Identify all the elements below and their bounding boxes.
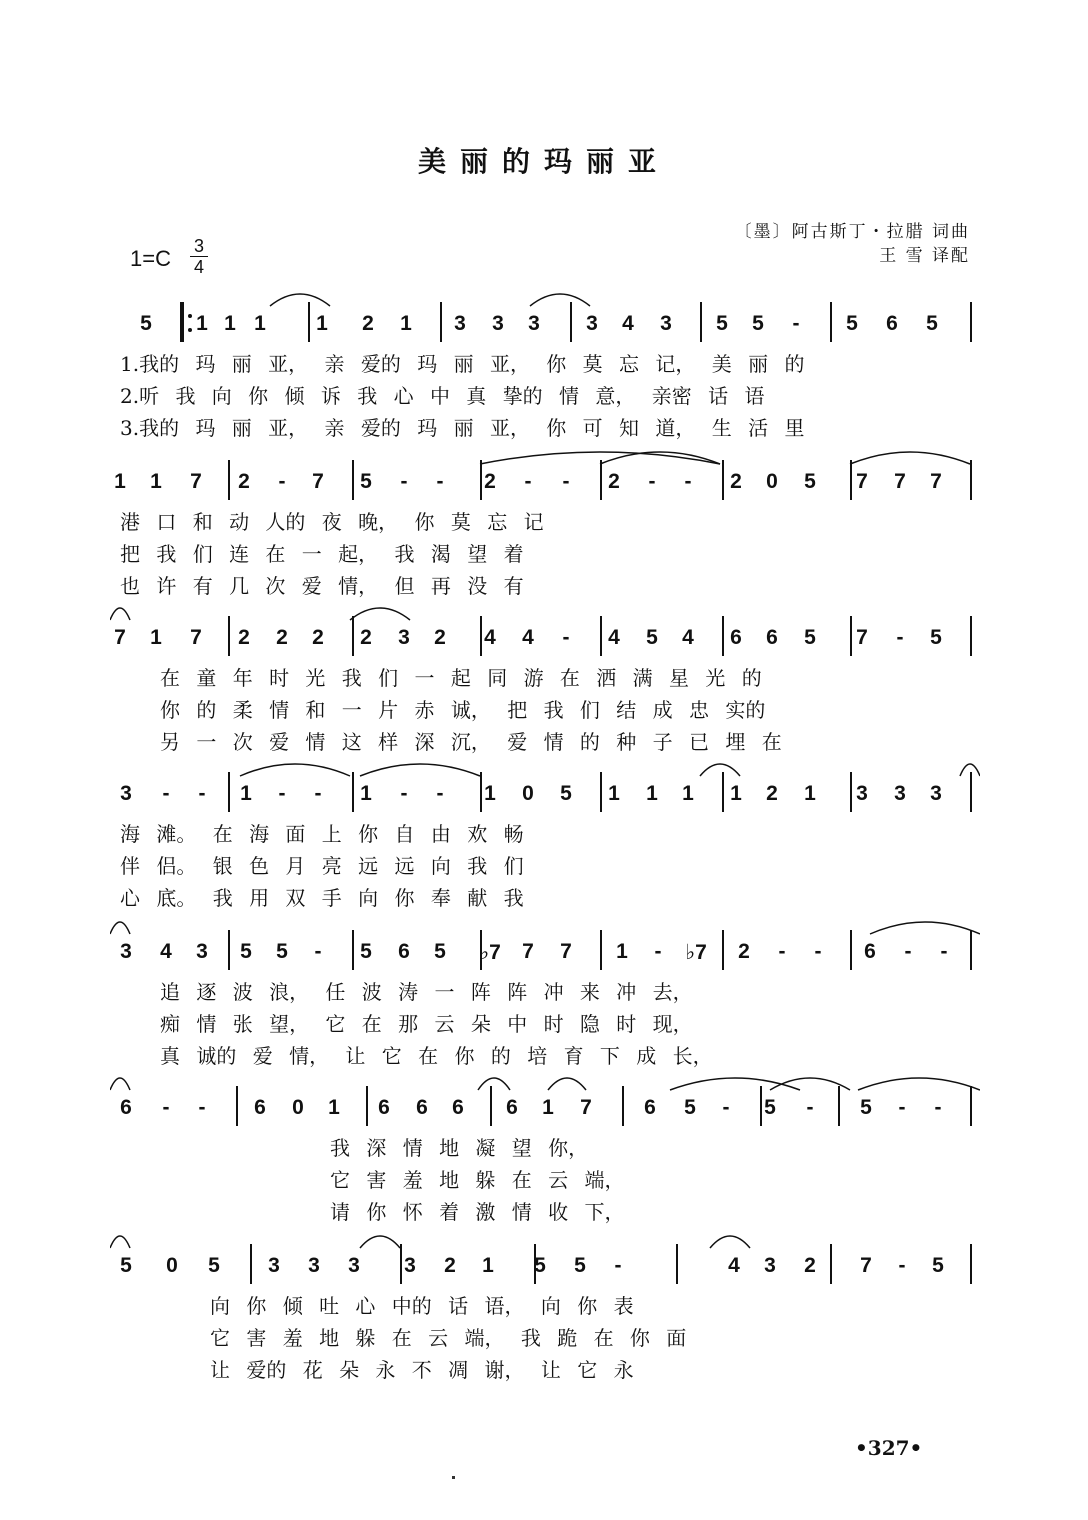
barline <box>570 302 572 342</box>
lyric-text: 也 许 有 几 次 爱 情， 但 再 没 有 <box>120 574 524 598</box>
note: - <box>436 470 444 493</box>
credits <box>700 220 970 268</box>
note: - <box>814 940 822 963</box>
note: 1 <box>542 1096 554 1119</box>
note: 7 <box>312 470 324 493</box>
barline <box>600 460 602 500</box>
note: 1 <box>328 1096 340 1119</box>
barline <box>352 616 354 656</box>
barline <box>722 460 724 500</box>
note: 3 <box>528 312 540 335</box>
lyric-line-2 <box>110 1322 980 1352</box>
note: 5 <box>932 1254 944 1277</box>
note: 5 <box>804 626 816 649</box>
note: 3 <box>120 940 132 963</box>
lyric-line-2 <box>110 1164 980 1194</box>
slur <box>850 452 970 464</box>
note: - <box>162 782 170 805</box>
slur <box>478 1078 510 1090</box>
lyric-line-1 <box>110 506 980 536</box>
lyric-text: 2.听 我 向 你 倾 诉 我 心 中 真 挚的 情 意， 亲密 话 语 <box>120 384 765 408</box>
note: 5 <box>360 470 372 493</box>
barline <box>352 460 354 500</box>
slur <box>770 1078 850 1090</box>
barline <box>400 1244 402 1284</box>
note: 1 <box>150 626 162 649</box>
barline <box>970 930 972 970</box>
note: 5 <box>240 940 252 963</box>
note: - <box>314 782 322 805</box>
credits-composer: 〔墨〕阿古斯丁・拉腊 词曲 <box>734 222 970 242</box>
barline <box>366 1086 368 1126</box>
note: 5 <box>860 1096 872 1119</box>
lyric-line-3 <box>110 412 980 442</box>
note: 1 <box>730 782 742 805</box>
note: 1 <box>616 940 628 963</box>
lyric-line-1 <box>110 976 980 1006</box>
barline <box>600 930 602 970</box>
note: - <box>806 1096 814 1119</box>
note: 3 <box>120 782 132 805</box>
barline <box>850 616 852 656</box>
note: 5 <box>120 1254 132 1277</box>
note: - <box>898 1096 906 1119</box>
note: - <box>614 1254 622 1277</box>
barline <box>228 772 230 812</box>
note: 5 <box>646 626 658 649</box>
barline <box>480 930 482 970</box>
slur <box>110 1236 130 1248</box>
page-number: •327• <box>855 1436 923 1460</box>
note: 3 <box>454 312 466 335</box>
note: 5 <box>716 312 728 335</box>
note: 4 <box>160 940 172 963</box>
barline <box>838 1086 840 1126</box>
lyric-line-2 <box>110 694 980 724</box>
note: 3 <box>308 1254 320 1277</box>
barline <box>700 302 702 342</box>
slur <box>110 1078 130 1090</box>
barline <box>676 1244 678 1284</box>
barline <box>622 1086 624 1126</box>
slur <box>700 764 740 776</box>
note: 6 <box>886 312 898 335</box>
note: 2 <box>434 626 446 649</box>
repeat-sign <box>180 302 184 342</box>
lyric-text: 1.我的 玛 丽 亚， 亲 爱的 玛 丽 亚， 你 莫 忘 记， 美 丽 的 <box>120 352 805 376</box>
lyric-line-1 <box>110 1132 980 1162</box>
note: 7 <box>114 626 126 649</box>
note: 7 <box>860 1254 872 1277</box>
note: - <box>898 1254 906 1277</box>
lyric-text: 另 一 次 爱 情 这 样 深 沉， 爱 情 的 种 子 已 埋 在 <box>160 730 782 754</box>
note: 5 <box>684 1096 696 1119</box>
slur-marks <box>110 1066 980 1092</box>
slur <box>110 922 130 934</box>
slur <box>870 922 980 934</box>
note: - <box>648 470 656 493</box>
note: 2 <box>730 470 742 493</box>
barline <box>850 460 852 500</box>
notes-row <box>110 936 980 966</box>
slur <box>960 764 980 776</box>
note: ♭7 <box>685 941 707 964</box>
slur <box>548 1078 586 1090</box>
scan-dot <box>452 1476 455 1479</box>
note: 5 <box>360 940 372 963</box>
notes-row <box>110 466 980 496</box>
note: 6 <box>416 1096 428 1119</box>
barline <box>228 616 230 656</box>
note: 0 <box>166 1254 178 1277</box>
note: 5 <box>560 782 572 805</box>
barline <box>970 460 972 500</box>
note: 3 <box>930 782 942 805</box>
note: 3 <box>398 626 410 649</box>
lyric-line-1 <box>110 818 980 848</box>
barline <box>490 1086 492 1126</box>
note: 7 <box>190 626 202 649</box>
barline <box>352 772 354 812</box>
barline <box>850 930 852 970</box>
note: - <box>314 940 322 963</box>
barline <box>308 302 310 342</box>
slur <box>360 1236 400 1248</box>
lyric-text: 让 爱的 花 朵 永 不 凋 谢， 让 它 永 <box>210 1358 634 1382</box>
note: 5 <box>574 1254 586 1277</box>
barline <box>352 930 354 970</box>
note: 6 <box>644 1096 656 1119</box>
note: 2 <box>804 1254 816 1277</box>
barline <box>830 302 832 342</box>
barline <box>970 1086 972 1126</box>
note: 5 <box>926 312 938 335</box>
barline <box>480 460 482 500</box>
note: 3 <box>660 312 672 335</box>
note: 6 <box>452 1096 464 1119</box>
lyric-line-1 <box>110 348 980 378</box>
lyric-line-1 <box>110 662 980 692</box>
key-signature: 1=C <box>130 246 171 271</box>
slur-marks <box>110 282 980 308</box>
note: 2 <box>484 470 496 493</box>
lyric-text: 它 害 羞 地 躲 在 云 端， 我 跪 在 你 面 <box>210 1326 687 1350</box>
slur-marks <box>110 1224 980 1250</box>
lyric-text: 你 的 柔 情 和 一 片 赤 诚， 把 我 们 结 成 忠 实的 <box>160 698 766 722</box>
barline <box>228 460 230 500</box>
time-signature-bottom: 4 <box>190 256 208 277</box>
note: 1 <box>150 470 162 493</box>
slur <box>530 294 590 306</box>
note: 5 <box>276 940 288 963</box>
note: - <box>278 470 286 493</box>
note: 1 <box>196 312 208 335</box>
barline <box>970 1244 972 1284</box>
note: 5 <box>140 312 152 335</box>
note: 5 <box>804 470 816 493</box>
note: - <box>198 782 206 805</box>
slur <box>600 452 720 464</box>
note: 3 <box>856 782 868 805</box>
note: 0 <box>292 1096 304 1119</box>
lyric-line-1 <box>110 1290 980 1320</box>
note: 5 <box>208 1254 220 1277</box>
note: 3 <box>268 1254 280 1277</box>
note: 2 <box>738 940 750 963</box>
slur <box>270 294 330 306</box>
note: 1 <box>114 470 126 493</box>
lyric-text: 请 你 怀 着 激 情 收 下， <box>330 1200 625 1224</box>
note: 5 <box>930 626 942 649</box>
note: - <box>436 782 444 805</box>
note: 0 <box>766 470 778 493</box>
time-signature <box>190 236 208 277</box>
note: 1 <box>316 312 328 335</box>
barline <box>236 1086 238 1126</box>
note: 7 <box>560 940 572 963</box>
note: - <box>400 782 408 805</box>
lyric-line-2 <box>110 850 980 880</box>
note: 5 <box>752 312 764 335</box>
slur-marks <box>110 596 980 622</box>
note: 7 <box>190 470 202 493</box>
lyric-text: 心 底。 我 用 双 手 向 你 奉 献 我 <box>120 886 524 910</box>
note: 5 <box>846 312 858 335</box>
lyric-text: 把 我 们 连 在 一 起， 我 渴 望 着 <box>120 542 524 566</box>
note: 2 <box>360 626 372 649</box>
lyric-text: 我 深 情 地 凝 望 你， <box>330 1136 589 1160</box>
note: 7 <box>894 470 906 493</box>
notes-row <box>110 1092 980 1122</box>
barline <box>850 772 852 812</box>
lyric-text: 在 童 年 时 光 我 们 一 起 同 游 在 洒 满 星 光 的 <box>160 666 762 690</box>
barline <box>480 772 482 812</box>
note: 1 <box>224 312 236 335</box>
note: - <box>904 940 912 963</box>
repeat-dot <box>188 328 192 332</box>
note: 2 <box>238 470 250 493</box>
note: 7 <box>580 1096 592 1119</box>
note: - <box>722 1096 730 1119</box>
barline <box>600 772 602 812</box>
lyric-line-3 <box>110 882 980 912</box>
credits-translator: 王 雪 译配 <box>879 246 970 266</box>
barline <box>722 930 724 970</box>
note: - <box>278 782 286 805</box>
note: - <box>162 1096 170 1119</box>
slur <box>360 764 480 776</box>
note: 4 <box>522 626 534 649</box>
note: - <box>198 1096 206 1119</box>
lyric-text: 它 害 羞 地 躲 在 云 端， <box>330 1168 625 1192</box>
note: 1 <box>254 312 266 335</box>
slur-marks <box>110 440 980 466</box>
notes-row <box>110 622 980 652</box>
barline <box>250 1244 252 1284</box>
note: 4 <box>682 626 694 649</box>
note: 2 <box>276 626 288 649</box>
lyric-text: 港 口 和 动 人的 夜 晚， 你 莫 忘 记 <box>120 510 544 534</box>
note: 1 <box>484 782 496 805</box>
note: 4 <box>484 626 496 649</box>
note: 7 <box>856 626 868 649</box>
lyric-line-2 <box>110 1008 980 1038</box>
note: 5 <box>534 1254 546 1277</box>
lyric-line-3 <box>110 1354 980 1384</box>
barline <box>534 1244 536 1284</box>
barline <box>760 1086 762 1126</box>
barline <box>970 616 972 656</box>
note: 7 <box>522 940 534 963</box>
time-signature-top: 3 <box>193 236 204 256</box>
note: 1 <box>240 782 252 805</box>
note: - <box>400 470 408 493</box>
note: 6 <box>378 1096 390 1119</box>
lyric-line-2 <box>110 538 980 568</box>
lyric-text: 海 滩。 在 海 面 上 你 自 由 欢 畅 <box>120 822 524 846</box>
note: 6 <box>864 940 876 963</box>
lyric-text: 痴 情 张 望， 它 在 那 云 朵 中 时 隐 时 现， <box>160 1012 693 1036</box>
slur <box>110 608 130 620</box>
note: - <box>654 940 662 963</box>
note: 2 <box>444 1254 456 1277</box>
note: 3 <box>764 1254 776 1277</box>
note: 4 <box>608 626 620 649</box>
lyric-line-3 <box>110 1196 980 1226</box>
note: 2 <box>362 312 374 335</box>
note: 5 <box>764 1096 776 1119</box>
note: 7 <box>930 470 942 493</box>
slur-marks <box>110 910 980 936</box>
slur-marks <box>110 752 980 778</box>
note: - <box>940 940 948 963</box>
note: 6 <box>506 1096 518 1119</box>
lyric-text: 伴 侣。 银 色 月 亮 远 远 向 我 们 <box>120 854 524 878</box>
note: 3 <box>894 782 906 805</box>
note: 4 <box>728 1254 740 1277</box>
repeat-dot <box>188 314 192 318</box>
note: - <box>562 470 570 493</box>
note: 4 <box>622 312 634 335</box>
lyric-text: 真 诚的 爱 情， 让 它 在 你 的 培 育 下 成 长， <box>160 1044 713 1068</box>
note: - <box>896 626 904 649</box>
note: 3 <box>348 1254 360 1277</box>
note: 2 <box>238 626 250 649</box>
note: - <box>562 626 570 649</box>
slur <box>710 1236 750 1248</box>
note: - <box>792 312 800 335</box>
note: 0 <box>522 782 534 805</box>
notes-row <box>110 308 980 338</box>
note: 6 <box>766 626 778 649</box>
note: 2 <box>766 782 778 805</box>
note: 3 <box>586 312 598 335</box>
note: - <box>934 1096 942 1119</box>
notes-row <box>110 778 980 808</box>
barline <box>228 930 230 970</box>
lyric-text: 追 逐 波 浪， 任 波 涛 一 阵 阵 冲 来 冲 去， <box>160 980 693 1004</box>
note: 1 <box>682 782 694 805</box>
note: 6 <box>120 1096 132 1119</box>
note: 1 <box>360 782 372 805</box>
barline <box>480 616 482 656</box>
note: 1 <box>608 782 620 805</box>
note: - <box>684 470 692 493</box>
note: 7 <box>856 470 868 493</box>
lyric-line-2 <box>110 380 980 410</box>
barline <box>722 772 724 812</box>
note: 5 <box>434 940 446 963</box>
barline <box>970 302 972 342</box>
note: - <box>524 470 532 493</box>
note: 3 <box>492 312 504 335</box>
barline <box>600 616 602 656</box>
barline <box>830 1244 832 1284</box>
barline <box>440 302 442 342</box>
note: 2 <box>312 626 324 649</box>
lyric-text: 向 你 倾 吐 心 中的 话 语， 向 你 表 <box>210 1294 634 1318</box>
note: 6 <box>730 626 742 649</box>
note: 1 <box>646 782 658 805</box>
slur <box>240 764 350 776</box>
note: 6 <box>398 940 410 963</box>
slur <box>858 1078 980 1090</box>
slur <box>350 608 410 620</box>
note: 3 <box>196 940 208 963</box>
note: 6 <box>254 1096 266 1119</box>
lyric-text: 3.我的 玛 丽 亚， 亲 爱的 玛 丽 亚， 你 可 知 道， 生 活 里 <box>120 416 805 440</box>
note: - <box>778 940 786 963</box>
note: ♭7 <box>479 941 501 964</box>
note: 3 <box>404 1254 416 1277</box>
note: 2 <box>608 470 620 493</box>
barline <box>970 772 972 812</box>
note: 1 <box>482 1254 494 1277</box>
barline <box>722 616 724 656</box>
song-title: 美丽的玛丽亚 <box>417 145 670 178</box>
note: 1 <box>804 782 816 805</box>
notes-row <box>110 1250 980 1280</box>
note: 1 <box>400 312 412 335</box>
